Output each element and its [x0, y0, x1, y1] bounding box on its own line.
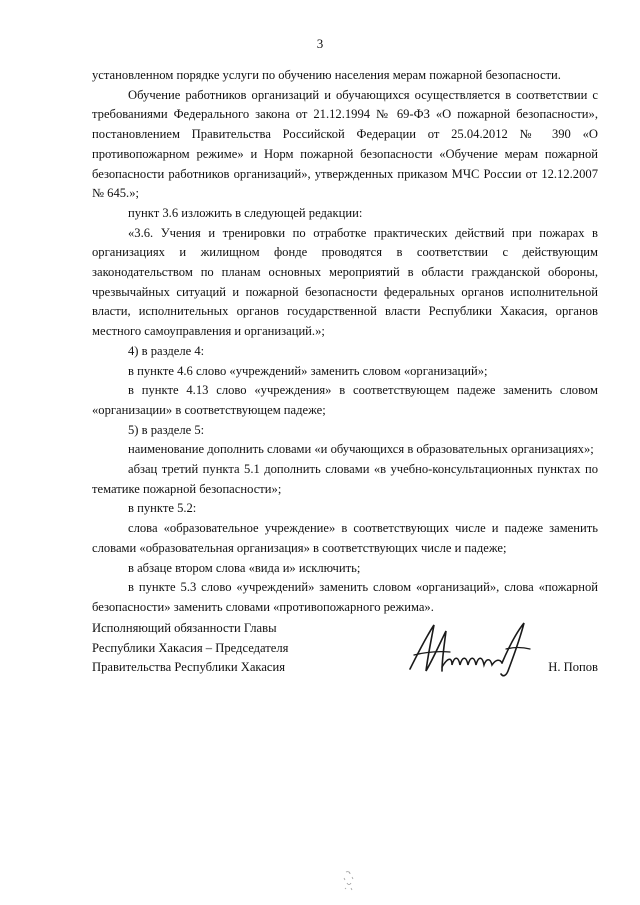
paragraph: 4) в разделе 4:	[128, 343, 205, 358]
signatory-title-line: Республики Хакасия – Председателя	[92, 640, 289, 655]
paragraph: пункт 3.6 изложить в следующей редакции:	[128, 205, 363, 220]
signatory-title-line: Исполняющий обязанности Главы	[92, 621, 277, 635]
paragraph: «3.6. Учения и тренировки по отработке практических действий при пожарах в организациях и жилищном фонде проводятся в соответствии с действующим законодательством по планам основных мероприятий в области гражданской обороны, чрезвычайных ситуаций и пожарной безопасности федеральных органов исполнительной власти, исполнительных органов государственной власти Республики Хакасия, органов местного самоуправления и организаций.»;	[92, 225, 598, 339]
signatory-title-line: Правительства Республики Хакасия	[92, 660, 286, 675]
handwritten-signature	[404, 619, 544, 679]
paragraph: в пункте 4.6 слово «учреждений» заменить словом «организаций»;	[128, 363, 488, 378]
document-body	[92, 66, 598, 618]
page-number: 3	[316, 36, 324, 51]
scan-artifact-mark	[338, 868, 360, 892]
paragraph: наименование дополнить словами «и обучающихся в образовательных организациях»;	[128, 442, 594, 457]
signatory-title	[92, 619, 288, 678]
paragraph: установленном порядке услуги по обучению населения мерам пожарной безопасности.	[92, 68, 561, 82]
signature-block	[92, 619, 598, 689]
paragraph: в пункте 5.3 слово «учреждений» заменить словом «организаций», слова «пожарной безопасности» заменить словами «противопожарного режима».	[92, 580, 598, 614]
paragraph: абзац третий пункта 5.1 дополнить словами «в учебно-консультационных пунктах по тематике пожарной безопасности»;	[92, 462, 598, 496]
signatory-name: Н. Попов	[548, 660, 598, 675]
paragraph: в пункте 4.13 слово «учреждения» в соответствующем падеже заменить словом «организации» в соответствующем падеже;	[92, 383, 598, 417]
paragraph: Обучение работников организаций и обучающихся осуществляется в соответствии с требованиями Федерального закона от 21.12.1994 № 69-ФЗ «О пожарной безопасности», постановлением Правительства Российской Федерации от 25.04.2012 № 390 «О противопожарном режиме» и Норм пожарной безопасности «Обучение мерам пожарной безопасности работников организаций», утвержденных приказом МЧС России от 12.12.2007 № 645.»;	[92, 87, 598, 201]
paragraph: 5) в разделе 5:	[128, 422, 205, 437]
paragraph: в абзаце втором слова «вида и» исключить;	[128, 560, 361, 575]
paragraph: в пункте 5.2:	[128, 501, 197, 516]
paragraph: слова «образовательное учреждение» в соответствующих числе и падеже заменить словами «образовательная организация» в соответствующих числе и падеже;	[92, 521, 598, 555]
